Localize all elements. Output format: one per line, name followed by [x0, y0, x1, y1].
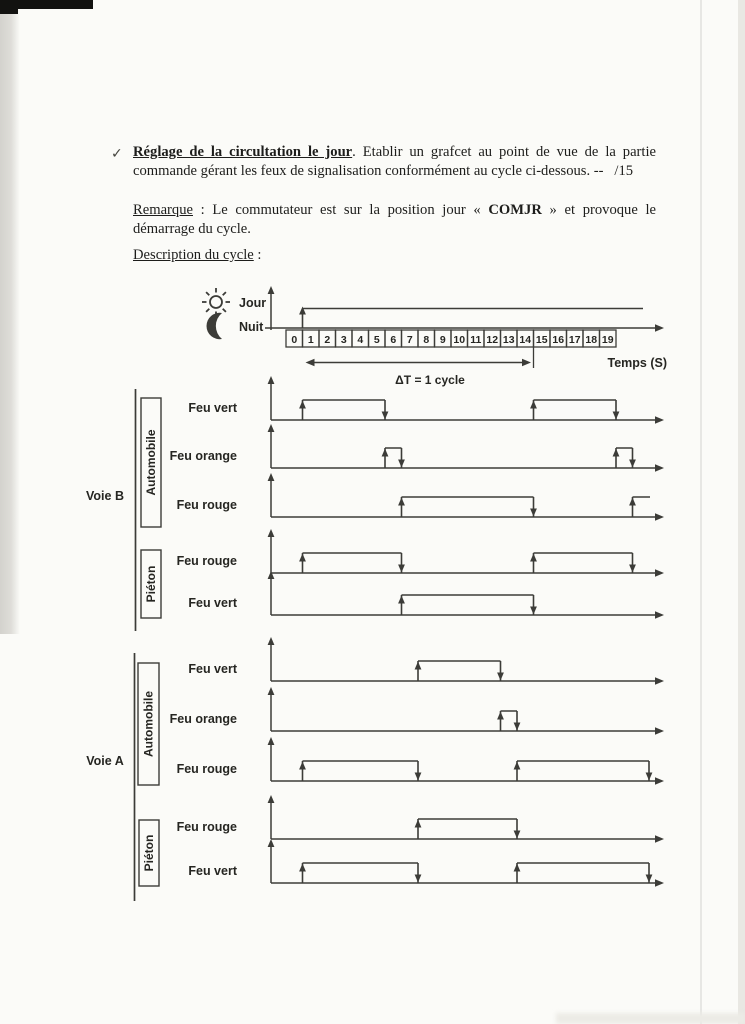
remark-switch-code: COMJR: [488, 202, 542, 218]
svg-text:Feu orange: Feu orange: [169, 712, 237, 726]
heading-underlined: Description du cycle: [133, 247, 254, 263]
heading-colon: :: [253, 247, 262, 263]
signal-row: [170, 687, 664, 735]
svg-text:Feu rouge: Feu rouge: [176, 762, 237, 776]
svg-text:ΔT = 1 cycle: ΔT = 1 cycle: [395, 373, 465, 387]
remark-text-after: » et provoque le démarrage du cycle.: [133, 202, 657, 237]
svg-text:Feu rouge: Feu rouge: [176, 554, 237, 568]
svg-text:13: 13: [502, 334, 515, 346]
svg-text:5: 5: [373, 334, 380, 346]
signal-row: [170, 424, 664, 472]
svg-text:Feu vert: Feu vert: [188, 662, 237, 676]
signal-row: [177, 795, 664, 843]
sun-icon: [202, 288, 230, 316]
signal-row: [177, 473, 664, 521]
svg-text:7: 7: [406, 334, 413, 346]
svg-text:16: 16: [552, 334, 565, 346]
svg-text:Automobile: Automobile: [141, 691, 156, 757]
svg-text:14: 14: [519, 334, 532, 346]
remark-label: Remarque: [133, 202, 193, 218]
svg-text:4: 4: [357, 334, 364, 346]
scan-bottom-smudge: [556, 1013, 745, 1024]
svg-text:Jour: Jour: [239, 296, 267, 310]
signal-row: [188, 571, 664, 619]
checkmark-icon: ✓: [111, 146, 123, 162]
remark-text-before: : Le commutateur est sur la position jour «: [192, 202, 489, 218]
svg-text:12: 12: [486, 334, 499, 346]
day-night-signal: [202, 286, 664, 339]
svg-text:17: 17: [568, 334, 581, 346]
scan-right-edge: [738, 0, 745, 1024]
question-body: . Etablir un grafcet au point de vue de la partie commande gérant les feux de signalisation conformément au cycle ci-dessous. -- /15: [133, 144, 657, 179]
svg-text:Feu orange: Feu orange: [169, 449, 237, 463]
time-ruler: [286, 330, 667, 370]
svg-text:8: 8: [423, 334, 430, 346]
svg-text:Temps (S): Temps (S): [607, 356, 667, 370]
svg-text:Voie A: Voie A: [86, 754, 124, 768]
svg-text:Piéton: Piéton: [144, 565, 158, 603]
svg-text:Feu rouge: Feu rouge: [176, 820, 237, 834]
signal-row: [177, 737, 664, 785]
svg-text:Feu vert: Feu vert: [188, 864, 237, 878]
svg-text:0: 0: [291, 334, 298, 346]
svg-text:10: 10: [453, 334, 466, 346]
svg-text:19: 19: [601, 334, 614, 346]
moon-icon: [207, 313, 222, 339]
svg-text:Automobile: Automobile: [144, 429, 158, 496]
svg-text:2: 2: [324, 334, 331, 346]
scan-artifact-line: [700, 0, 702, 1024]
group-voie-a: [86, 637, 664, 901]
svg-text:Nuit: Nuit: [239, 320, 264, 334]
signal-row: [188, 839, 664, 887]
svg-text:Voie B: Voie B: [86, 489, 124, 503]
svg-text:3: 3: [340, 334, 347, 346]
signal-row: [188, 637, 664, 685]
cycle-span-marker: [306, 348, 534, 388]
svg-text:6: 6: [390, 334, 397, 346]
svg-text:Feu vert: Feu vert: [188, 596, 237, 610]
svg-text:Feu rouge: Feu rouge: [176, 498, 237, 512]
svg-text:Feu vert: Feu vert: [188, 401, 237, 415]
svg-text:1: 1: [307, 334, 314, 346]
svg-text:18: 18: [585, 334, 598, 346]
signal-row: [177, 529, 664, 577]
svg-text:Piéton: Piéton: [142, 834, 156, 872]
svg-text:11: 11: [470, 334, 482, 346]
question-title: Réglage de la circultation le jour: [133, 144, 353, 160]
svg-text:15: 15: [535, 334, 548, 346]
group-voie-b: [86, 376, 664, 631]
svg-text:9: 9: [439, 334, 446, 346]
